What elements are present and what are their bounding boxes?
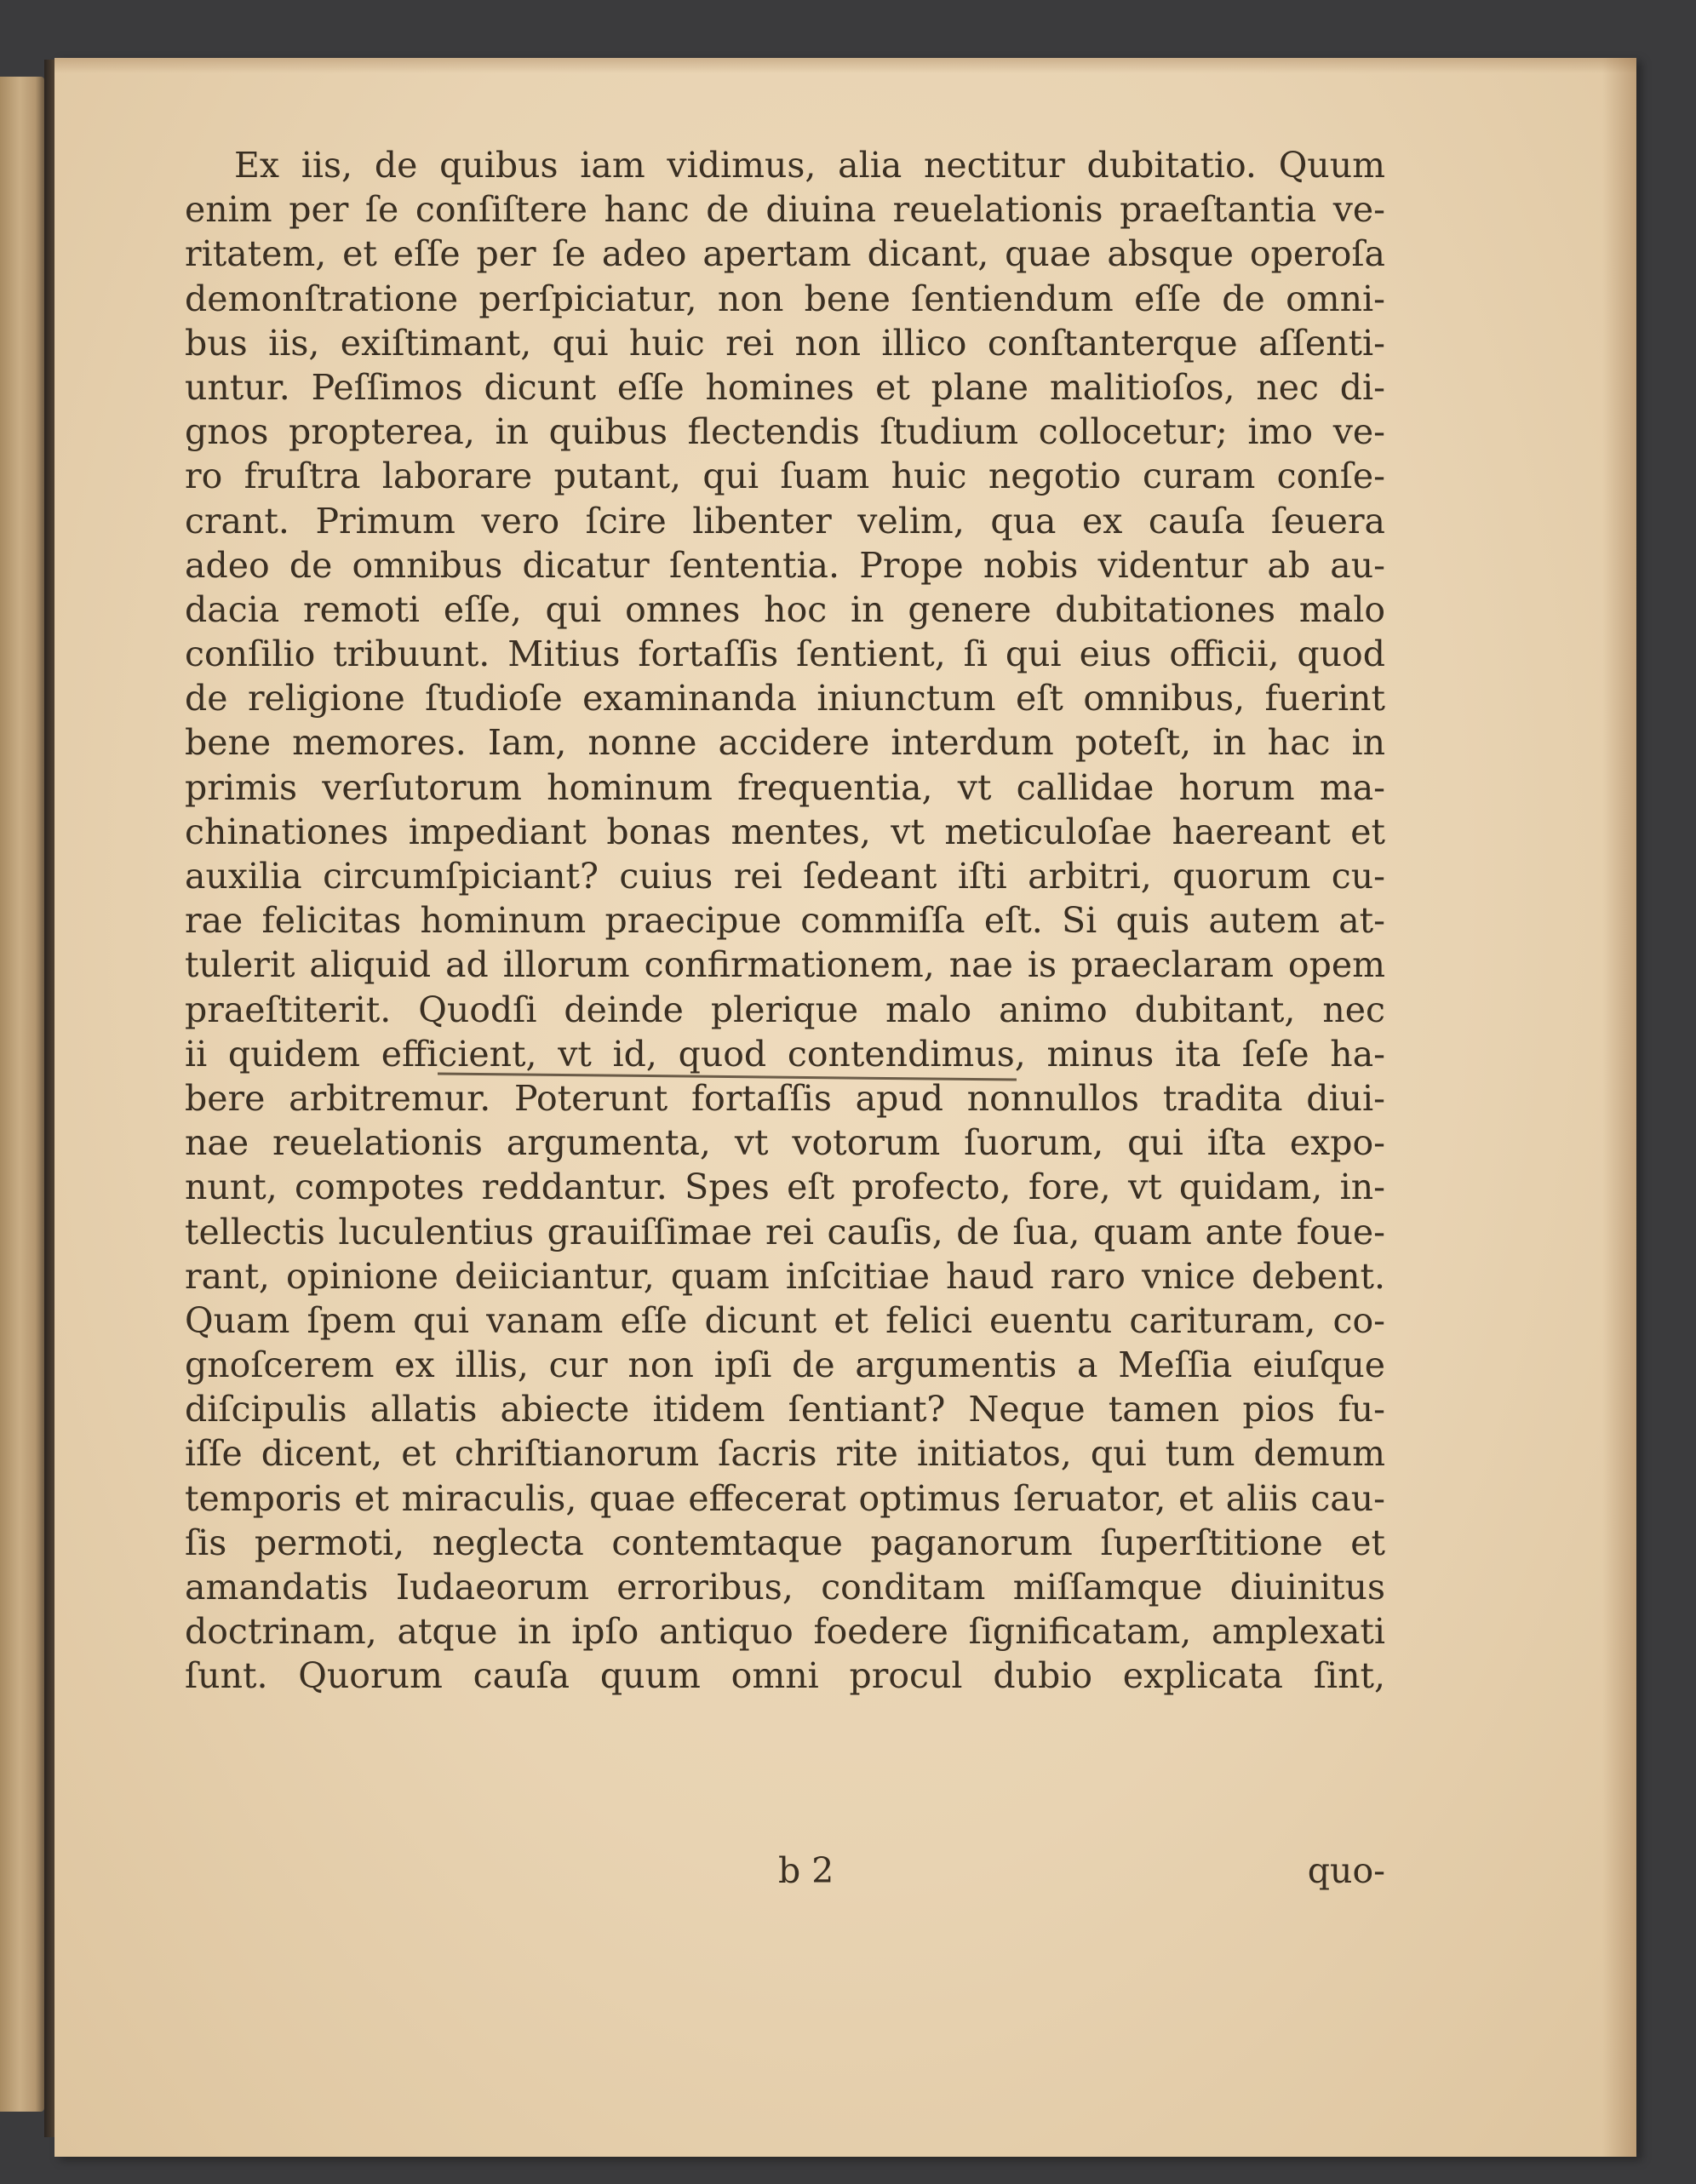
- text-line: bus iis, exiſtimant, qui huic rei non illico conſtanterque aſſenti-: [185, 322, 1385, 364]
- body-text: [185, 143, 1385, 1699]
- text-line: adeo de omnibus dicatur ſententia. Prope nobis videntur ab au-: [185, 544, 1385, 586]
- text-line: auxilia circumſpiciant? cuius rei ſedeant iſti arbitri, quorum cu-: [185, 856, 1385, 897]
- text-line: ritatem, et eſſe per ſe adeo apertam dicant, quae absque operoſa: [185, 233, 1385, 275]
- text-line: conſilio tribuunt. Mitius fortaſſis ſentient, ſi qui eius officii, quod: [185, 633, 1385, 675]
- text-line: dacia remoti eſſe, qui omnes hoc in genere dubitationes malo: [185, 588, 1385, 630]
- text-line: rant, opinione deiiciantur, quam inſcitiae haud raro vnice debent.: [185, 1255, 1385, 1297]
- text-line: bere arbitremur. Poterunt fortaſſis apud nonnullos tradita diui-: [185, 1077, 1385, 1119]
- text-line: amandatis Iudaeorum erroribus, conditam miſſamque diuinitus: [185, 1567, 1385, 1608]
- text-line: chinationes impediant bonas mentes, vt meticuloſae haereant et: [185, 811, 1385, 852]
- text-line: ſunt. Quorum cauſa quum omni procul dubio explicata ſint,: [185, 1655, 1385, 1697]
- text-line: de religione ſtudioſe examinanda iniunctum eſt omnibus, fuerint: [185, 678, 1385, 719]
- text-line: tellectis luculentius grauiſſimae rei cauſis, de ſua, quam ante foue-: [185, 1211, 1385, 1253]
- text-line: nae reuelationis argumenta, vt votorum ſuorum, qui iſta expo-: [185, 1122, 1385, 1164]
- text-line: demonſtratione perſpiciatur, non bene ſentiendum eſſe de omni-: [185, 278, 1385, 319]
- left-page-edge: [0, 77, 44, 2112]
- text-line: rae felicitas hominum praecipue commiſſa eſt. Si quis autem at-: [185, 900, 1385, 942]
- text-line: ſis permoti, neglecta contemtaque paganorum ſuperſtitione et: [185, 1522, 1385, 1563]
- text-line: primis verſutorum hominum frequentia, vt callidae horum ma-: [185, 766, 1385, 808]
- text-line: praeſtiterit. Quodſi deinde plerique malo animo dubitant, nec: [185, 989, 1385, 1030]
- page-right-shading: [1602, 58, 1636, 2157]
- text-line: gnos propterea, in quibus flectendis ſtudium collocetur; imo ve-: [185, 411, 1385, 453]
- page-footer: [185, 1850, 1385, 1901]
- catchword: quo-: [1307, 1850, 1385, 1891]
- text-line: gnoſcerem ex illis, cur non ipſi de argumentis a Meſſia eiuſque: [185, 1344, 1385, 1386]
- text-line: iſſe dicent, et chriſtianorum ſacris rite initiatos, qui tum demum: [185, 1433, 1385, 1475]
- text-line: ii quidem efficient, vt id, quod contendimus, minus ita ſeſe ha-: [185, 1033, 1385, 1075]
- text-line: crant. Primum vero ſcire libenter velim, qua ex cauſa ſeuera: [185, 500, 1385, 542]
- text-line: ro fruſtra laborare putant, qui ſuam huic negotio curam conſe-: [185, 456, 1385, 497]
- text-line: untur. Peſſimos dicunt eſſe homines et plane malitioſos, nec di-: [185, 366, 1385, 408]
- text-line: Quam ſpem qui vanam eſſe dicunt et felici euentu carituram, co-: [185, 1299, 1385, 1341]
- text-line: doctrinam, atque in ipſo antiquo foedere ſignificatam, amplexati: [185, 1611, 1385, 1653]
- text-line: bene memores. Iam, nonne accidere interdum poteſt, in hac in: [185, 722, 1385, 764]
- text-line: tulerit aliquid ad illorum confirmationem, nae is praeclaram opem: [185, 944, 1385, 986]
- text-line: Ex iis, de quibus iam vidimus, alia nectitur dubitatio. Quum: [234, 145, 1385, 186]
- book-page: [54, 58, 1636, 2157]
- signature-mark: b 2: [778, 1850, 834, 1891]
- text-line: nunt, compotes reddantur. Spes eſt profecto, fore, vt quidam, in-: [185, 1167, 1385, 1208]
- text-line: diſcipulis allatis abiecte itidem ſentiant? Neque tamen pios fu-: [185, 1389, 1385, 1430]
- text-line: temporis et miraculis, quae effecerat optimus ſeruator, et aliis cau-: [185, 1477, 1385, 1519]
- text-line: enim per ſe conſiſtere hanc de diuina reuelationis praeſtantia ve-: [185, 189, 1385, 231]
- page-top-shading: [54, 58, 1636, 73]
